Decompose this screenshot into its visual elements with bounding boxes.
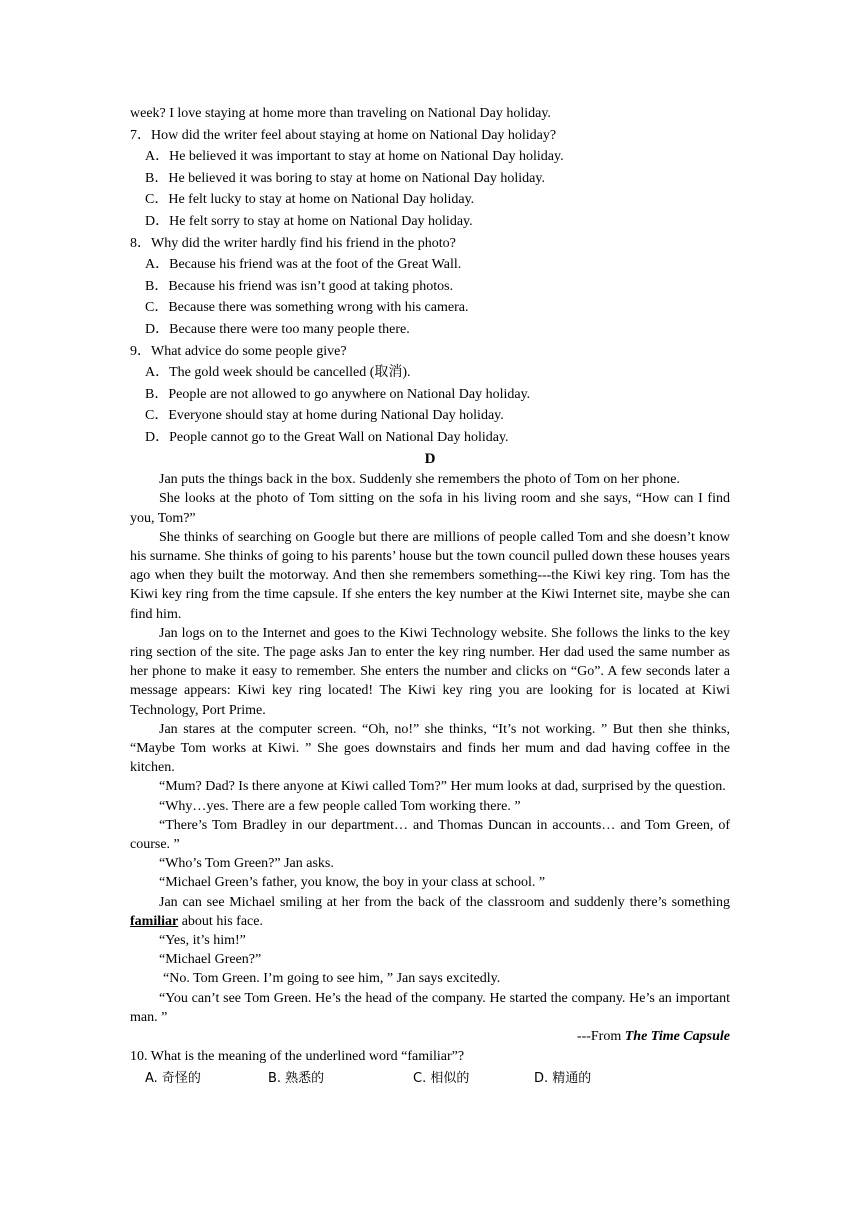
option-b: B．People are not allowed to go anywhere on National Day holiday. <box>145 386 531 402</box>
option-d: D．People cannot go to the Great Wall on National Day holiday. <box>145 429 509 445</box>
option-d: D．Because there were too many people there. <box>145 321 410 337</box>
option-c: C. 相似的 <box>413 1070 470 1086</box>
paragraph: Jan puts the things back in the box. Suddenly she remembers the photo of Tom on her phone. <box>159 472 680 488</box>
question-9 <box>130 341 730 449</box>
passage-d <box>130 470 730 1046</box>
paragraph-familiar <box>130 893 730 931</box>
paragraph: “Why…yes. There are a few people called Tom working there. ” <box>159 798 521 814</box>
paragraph: “Mum? Dad? Is there anyone at Kiwi called Tom?” Her mum looks at dad, surprised by the question. <box>159 779 726 795</box>
text-before: Jan can see Michael smiling at her from the back of the classroom and suddenly there’s something <box>159 894 730 910</box>
option-d: D．He felt sorry to stay at home on National Day holiday. <box>145 213 473 229</box>
intro-line: week? I love staying at home more than traveling on National Day holiday. <box>130 106 551 121</box>
document-page <box>130 103 730 1089</box>
question-10 <box>130 1046 730 1089</box>
underlined-word: familiar <box>130 913 179 929</box>
option-b: B. 熟悉的 <box>268 1070 325 1086</box>
options-row <box>130 1068 730 1090</box>
paragraph: “Who’s Tom Green?” Jan asks. <box>159 856 334 872</box>
question-8 <box>130 233 730 341</box>
option-c: C．He felt lucky to stay at home on National Day holiday. <box>145 192 475 208</box>
source-citation <box>130 1027 730 1046</box>
paragraph: “Yes, it’s him!” <box>159 932 246 948</box>
paragraph: She thinks of searching on Google but there are millions of people called Tom and she doesn’t know his surname. She thinks of going to his parents’ house but the town council pulled down these houses years ago when they built the motorway. And then she remembers something---the Kiwi key ring. Tom has the Kiwi key ring from the time capsule. If she enters the key number at the Kiwi Internet site, maybe she can find him. <box>130 529 730 622</box>
text-after: about his face. <box>178 913 263 929</box>
question-7 <box>130 125 730 233</box>
option-a: A. 奇怪的 <box>145 1070 201 1086</box>
paragraph: “There’s Tom Bradley in our department… and Thomas Duncan in accounts… and Tom Green, of course. ” <box>130 817 730 852</box>
source-title: The Time Capsule <box>624 1028 730 1044</box>
option-b: B．He believed it was boring to stay at home on National Day holiday. <box>145 170 545 186</box>
paragraph: Jan logs on to the Internet and goes to the Kiwi Technology website. She follows the links to the key ring section of the site. The page asks Jan to enter the key ring number. Her dad used the same number as her phone to make it easy to remember. She enters the number and clicks on “Go”. A few seconds later a message appears: Kiwi key ring located! The Kiwi key ring you are looking for is located at Kiwi Technology, Port Prime. <box>130 625 730 718</box>
question-stem: 7．How did the writer feel about staying at home on National Day holiday? <box>130 127 557 143</box>
paragraph: “Michael Green?” <box>159 952 262 968</box>
paragraph: She looks at the photo of Tom sitting on the sofa in his living room and she says, “How can I find you, Tom?” <box>130 491 730 526</box>
option-c: C．Everyone should stay at home during National Day holiday. <box>145 408 504 424</box>
option-a: A．The gold week should be cancelled (取消). <box>145 365 411 381</box>
question-stem: 10. What is the meaning of the underlined word “familiar”? <box>130 1049 465 1065</box>
option-a: A．Because his friend was at the foot of the Great Wall. <box>145 257 462 273</box>
source-prefix: ---From <box>576 1028 625 1044</box>
option-b: B．Because his friend was isn’t good at taking photos. <box>145 278 454 294</box>
option-c: C．Because there was something wrong with his camera. <box>145 300 469 316</box>
paragraph: “Michael Green’s father, you know, the boy in your class at school. ” <box>159 875 546 891</box>
option-a: A．He believed it was important to stay at home on National Day holiday. <box>145 149 564 165</box>
question-stem: 9．What advice do some people give? <box>130 343 347 359</box>
question-stem: 8．Why did the writer hardly find his friend in the photo? <box>130 235 456 251</box>
option-d: D. 精通的 <box>534 1070 592 1086</box>
paragraph: Jan stares at the computer screen. “Oh, no!” she thinks, “It’s not working. ” But then she thinks, “Maybe Tom works at Kiwi. ” She goes downstairs and finds her mum and dad having coffee in the kitchen. <box>130 721 730 776</box>
paragraph: “You can’t see Tom Green. He’s the head of the company. He started the company. He’s an important man. ” <box>130 990 730 1025</box>
paragraph: “No. Tom Green. I’m going to see him, ” Jan says excitedly. <box>163 971 501 987</box>
section-heading: D <box>424 450 436 467</box>
